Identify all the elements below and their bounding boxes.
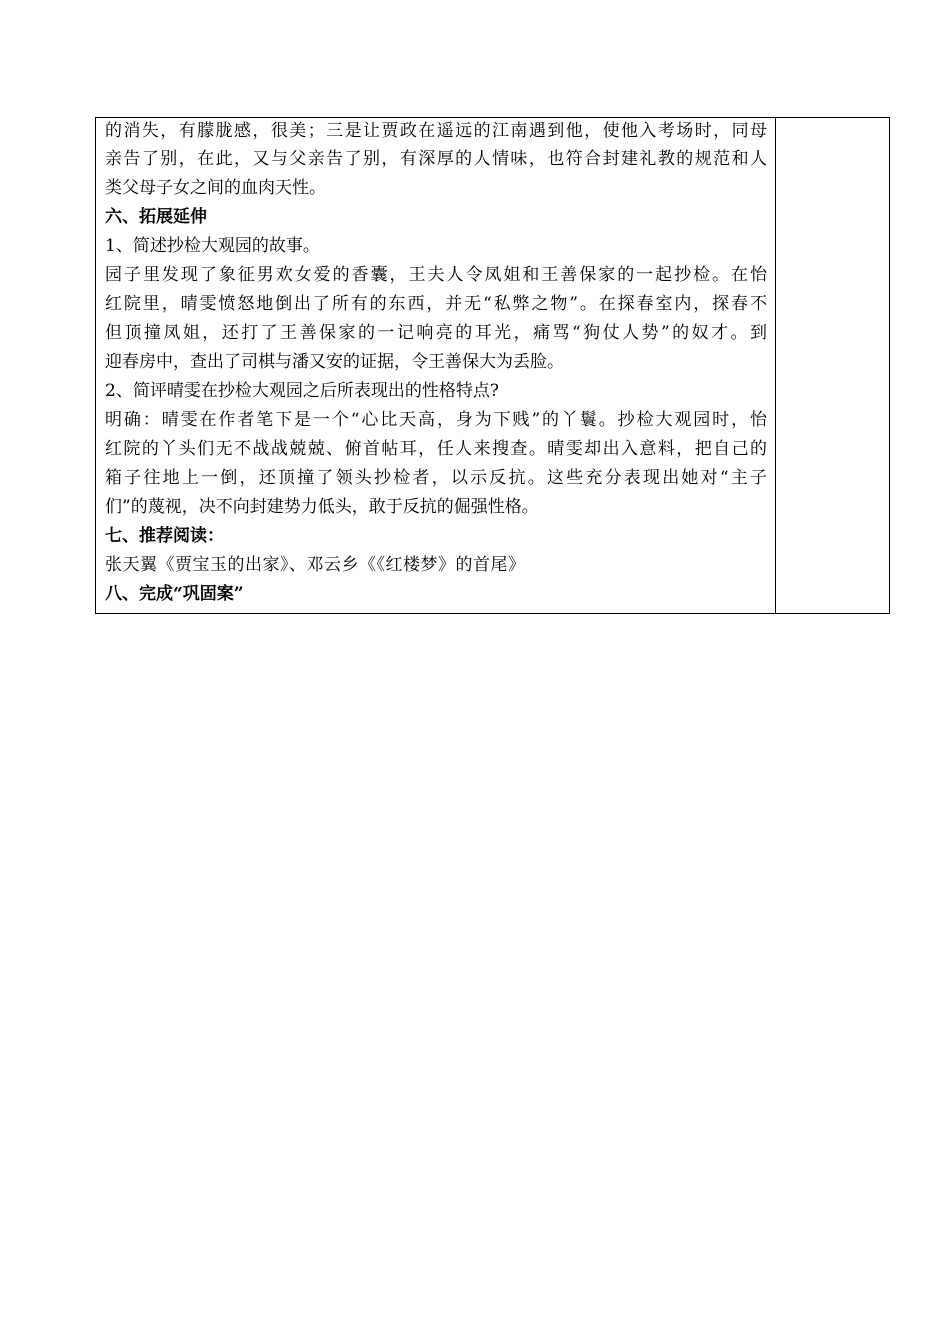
- answer-1-line: 迎春房中，查出了司棋与潘又安的证据，令王善保大为丢脸。: [105, 352, 564, 372]
- body-text-line: 亲告了别，在此，又与父亲告了别，有深厚的人情味，也符合封建礼教的规范和人: [105, 149, 767, 169]
- answer-2-line: 红院的丫头们无不战战兢兢、俯首帖耳，任人来搜查。晴雯却出入意料，把自己的: [105, 439, 767, 459]
- answer-2-line: 明确：晴雯在作者笔下是一个“心比天高，身为下贱”的丫鬟。抄检大观园时，怡: [105, 410, 767, 430]
- section-heading-extension: 六、拓展延伸: [105, 207, 207, 227]
- content-table: [95, 117, 890, 614]
- answer-1-line: 红院里，晴雯愤怒地倒出了所有的东西，并无“私弊之物”。在探春室内，探春不: [105, 294, 767, 314]
- body-text-line: 类父母子女之间的血肉天性。: [105, 178, 326, 198]
- answer-2-line: 们”的蔑视，决不向封建势力低头，敢于反抗的倔强性格。: [105, 497, 539, 517]
- question-2: 2、简评晴雯在抄检大观园之后所表现出的性格特点?: [105, 381, 499, 401]
- answer-1-line: 园子里发现了象征男欢女爱的香囊，王夫人令凤姐和王善保家的一起抄检。在怡: [105, 265, 767, 285]
- answer-1-line: 但顶撞凤姐，还打了王善保家的一记响亮的耳光，痛骂“狗仗人势”的奴才。到: [105, 323, 767, 343]
- section-heading-assignment: 八、完成“巩固案”: [105, 584, 244, 604]
- main-text-cell: [96, 118, 776, 613]
- recommended-reading: 张天翼《贾宝玉的出家》、邓云乡《《红楼梦》的首尾》: [105, 555, 526, 575]
- body-text-line: 的消失，有朦胧感，很美；三是让贾政在遥远的江南遇到他，使他入考场时，同母: [105, 121, 767, 141]
- answer-2-line: 箱子往地上一倒，还顶撞了领头抄检者，以示反抗。这些充分表现出她对“主子: [105, 468, 767, 488]
- section-heading-reading: 七、推荐阅读：: [105, 526, 224, 546]
- question-1: 1、简述抄检大观园的故事。: [105, 236, 320, 256]
- notes-cell: [776, 118, 889, 613]
